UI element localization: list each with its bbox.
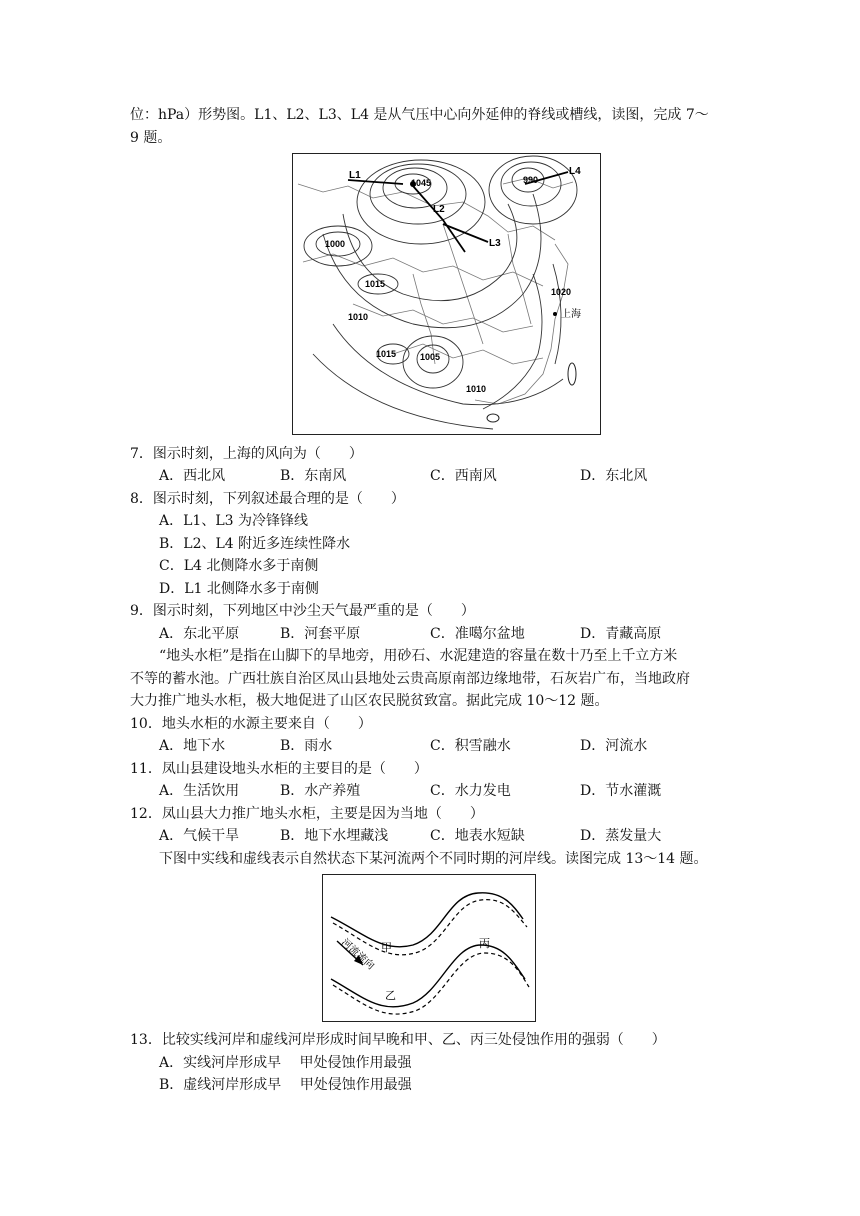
- q8-option-a[interactable]: A．L1、L3 为冷锋锋线: [159, 513, 308, 529]
- q9-stem: 9．图示时刻，下列地区中沙尘天气最严重的是（ ）: [130, 603, 475, 619]
- isobar-label: 1045: [411, 178, 432, 188]
- river-label-yi: 乙: [385, 990, 396, 1002]
- q12-option-d[interactable]: D．蒸发量大: [580, 828, 662, 844]
- isobar-label: 1010: [348, 312, 369, 322]
- q12-option-b[interactable]: B．地下水埋藏浅: [280, 828, 389, 844]
- q11-options: [159, 781, 759, 801]
- q7-stem: 7．图示时刻，上海的风向为（ ）: [130, 446, 363, 462]
- q11-option-d[interactable]: D．节水灌溉: [580, 783, 662, 799]
- river-label-bing: 丙: [479, 938, 490, 950]
- passage2-line-2: 不等的蓄水池。广西壮族自治区凤山县地处云贵高原南部边缘地带，石灰岩广布，当地政府: [130, 671, 690, 687]
- isobar-label: 1020: [551, 287, 572, 297]
- line-label-l3: L3: [489, 238, 501, 249]
- q9-option-c[interactable]: C．准噶尔盆地: [430, 626, 525, 642]
- q11-option-b[interactable]: B．水产养殖: [280, 783, 361, 799]
- q12-option-a[interactable]: A．气候干旱: [159, 828, 240, 844]
- line-label-l2: L2: [433, 204, 445, 215]
- passage2-line-3: 大力推广地头水柜，极大地促进了山区农民脱贫致富。据此完成 10～12 题。: [130, 693, 609, 709]
- q7-option-c[interactable]: C．西南风: [430, 468, 497, 484]
- q7-option-a[interactable]: A．西北风: [159, 468, 226, 484]
- q12-stem: 12．凤山县大力推广地头水柜，主要是因为当地（ ）: [130, 806, 484, 822]
- q8-option-c[interactable]: C．L4 北侧降水多于南侧: [159, 558, 319, 574]
- q10-option-a[interactable]: A．地下水: [159, 738, 226, 754]
- river-label-jia: 甲: [381, 942, 392, 954]
- q9-option-d[interactable]: D．青藏高原: [580, 626, 662, 642]
- q10-option-b[interactable]: B．雨水: [280, 738, 333, 754]
- q8-stem: 8．图示时刻，下列叙述最合理的是（ ）: [130, 491, 405, 507]
- isobar-label: 1015: [365, 279, 386, 289]
- intro-line-2: 9 题。: [130, 130, 172, 146]
- line-label-l1: L1: [349, 170, 361, 181]
- q7-options: [159, 466, 759, 486]
- q9-option-b[interactable]: B．河套平原: [280, 626, 361, 642]
- q7-option-b[interactable]: B．东南风: [280, 468, 347, 484]
- intro-line-1: 位：hPa）形势图。L1、L2、L3、L4 是从气压中心向外延伸的脊线或槽线，读图，完成 7～: [130, 107, 709, 123]
- q13-option-b[interactable]: B．虚线河岸形成早 甲处侵蚀作用最强: [159, 1077, 412, 1093]
- isobar-label: 1005: [420, 352, 441, 362]
- q12-option-c[interactable]: C．地表水短缺: [430, 828, 525, 844]
- isobar-label: 1015: [376, 349, 397, 359]
- q7-option-d[interactable]: D．东北风: [580, 468, 648, 484]
- q11-option-a[interactable]: A．生活饮用: [159, 783, 240, 799]
- q12-options: [159, 826, 759, 846]
- shanghai-label: 上海: [561, 309, 581, 320]
- q10-stem: 10．地头水柜的水源主要来自（ ）: [130, 716, 372, 732]
- q10-option-c[interactable]: C．积雪融水: [430, 738, 511, 754]
- q9-options: [159, 624, 759, 644]
- isobar-map: [292, 153, 601, 435]
- line-label-l4: L4: [569, 166, 581, 177]
- q9-option-a[interactable]: A．东北平原: [159, 626, 240, 642]
- q10-options: [159, 736, 759, 756]
- q8-option-b[interactable]: B．L2、L4 附近多连续性降水: [159, 536, 351, 552]
- q13-option-a[interactable]: A．实线河岸形成早 甲处侵蚀作用最强: [159, 1055, 412, 1071]
- flow-direction-label: 河流流向: [338, 937, 377, 972]
- isobar-label: 1000: [325, 239, 346, 249]
- river-bank-diagram: [322, 874, 536, 1022]
- q8-option-d[interactable]: D．L1 北侧降水多于南侧: [159, 581, 319, 597]
- passage2-line-1: “地头水柜”是指在山脚下的旱地旁，用砂石、水泥建造的容量在数十乃至上千立方米: [159, 648, 678, 664]
- isobar-label: 990: [523, 175, 539, 185]
- q10-option-d[interactable]: D．河流水: [580, 738, 648, 754]
- q11-option-c[interactable]: C．水力发电: [430, 783, 511, 799]
- q13-stem: 13．比较实线河岸和虚线河岸形成时间早晚和甲、乙、丙三处侵蚀作用的强弱（ ）: [130, 1032, 666, 1048]
- passage3-line-1: 下图中实线和虚线表示自然状态下某河流两个不同时期的河岸线。读图完成 13～14 题。: [159, 851, 708, 867]
- q11-stem: 11．凤山县建设地头水柜的主要目的是（ ）: [130, 761, 428, 777]
- isobar-label: 1010: [466, 384, 487, 394]
